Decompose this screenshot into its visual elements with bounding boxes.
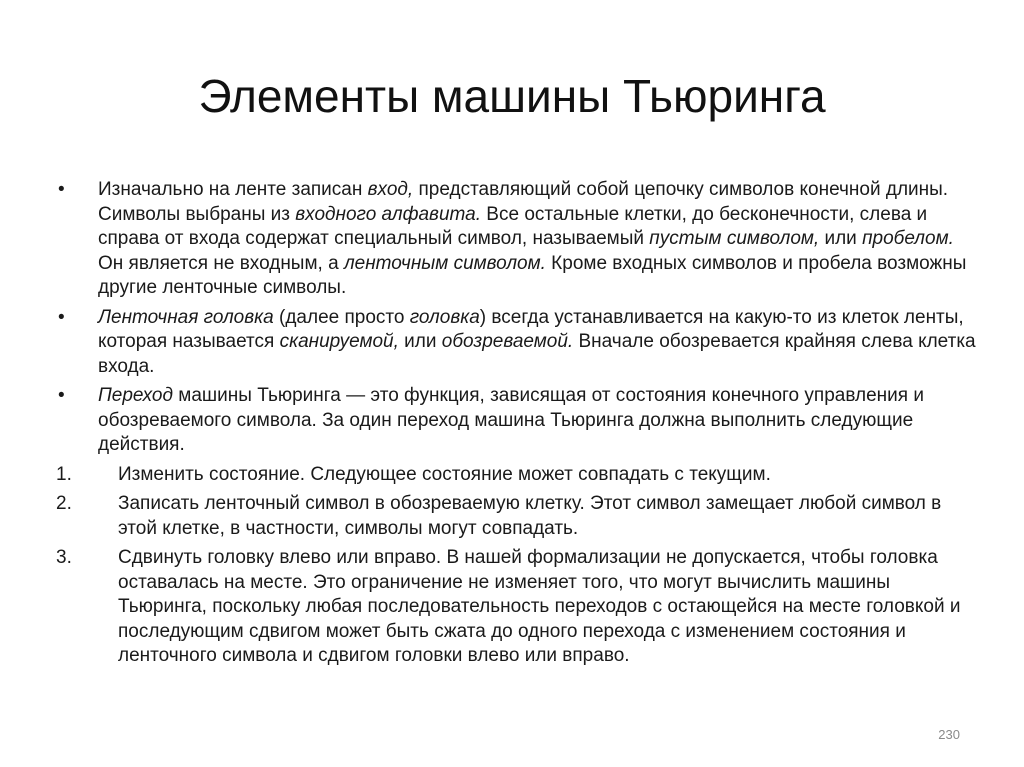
text-run: Сдвинуть головку влево или вправо. В нашей формализации не допускается, чтобы головка оставалась на месте. Это ограничение не изменяет того, что могут вычислить машины Тьюринга, поскольку любая последовательность переходов с остающейся на месте головкой и последующим сдвигом может быть сжата до одного перехода с изменением состояния и ленточного символа и сдвигом головки влево или вправо. — [118, 547, 961, 666]
text-run: или — [819, 228, 863, 249]
numbered-item — [56, 546, 976, 669]
numbered-item — [56, 463, 976, 488]
item-text — [118, 547, 960, 666]
italic-term: пробелом. — [862, 228, 954, 249]
text-run: Изначально на ленте записан — [98, 179, 368, 200]
italic-term: Ленточная головка — [98, 306, 274, 328]
italic-term: обозреваемой. — [441, 331, 574, 352]
list-number: 3. — [56, 547, 72, 568]
item-text — [98, 307, 976, 377]
italic-term: входного алфавита. — [295, 203, 482, 225]
text-run: Все остальные клетки, до бесконечности, слева и справа от входа содержат специальный символ, называемый — [98, 203, 928, 249]
italic-term: головка — [409, 306, 480, 328]
text-run: ) всегда устанавливается на какую-то из клеток ленты, которая называется — [98, 306, 964, 352]
text-run: Записать ленточный символ в обозреваемую клетку. Этот символ замещает любой символ в этой клетке, в частности, символы могут совпадать. — [118, 493, 942, 539]
item-text — [118, 464, 771, 485]
text-run: Вначале обозревается крайняя слева клетка входа. — [98, 331, 976, 377]
page-number: 230 — [938, 727, 960, 742]
text-run: машины Тьюринга — это функция, зависящая от состояния конечного управления и обозреваемого символа. За один переход машина Тьюринга должна выполнить следующие действия. — [98, 385, 924, 455]
text-run: представляющий собой цепочку символов конечной длины. Символы выбраны из — [98, 179, 949, 225]
list-number: 1. — [56, 463, 72, 485]
bullet-item — [56, 178, 976, 301]
text-run: Кроме входных символов и пробела возможны другие ленточные символы. — [98, 252, 967, 298]
italic-term: вход, — [367, 179, 414, 200]
text-run: Он является не входным, а — [98, 252, 344, 274]
bullet-marker: • — [58, 385, 65, 406]
bullet-item — [56, 384, 976, 458]
italic-term: сканируемой, — [279, 331, 399, 352]
numbered-item — [56, 492, 976, 541]
bullet-marker: • — [58, 306, 65, 328]
bullet-item — [56, 306, 976, 380]
italic-term: пустым символом, — [649, 228, 820, 249]
item-text — [118, 493, 941, 539]
italic-term: Переход — [98, 385, 173, 406]
text-run: (далее просто — [273, 306, 410, 328]
slide-body — [56, 178, 976, 674]
text-run: Изменить состояние. Следующее состояние может совпадать с текущим. — [118, 463, 771, 485]
item-text — [98, 179, 966, 298]
bullet-marker: • — [58, 179, 65, 200]
text-run: или — [398, 331, 442, 352]
item-text — [98, 385, 924, 455]
list-number: 2. — [56, 493, 72, 514]
italic-term: ленточным символом. — [343, 252, 546, 274]
slide-title: Элементы машины Тьюринга — [198, 70, 826, 122]
